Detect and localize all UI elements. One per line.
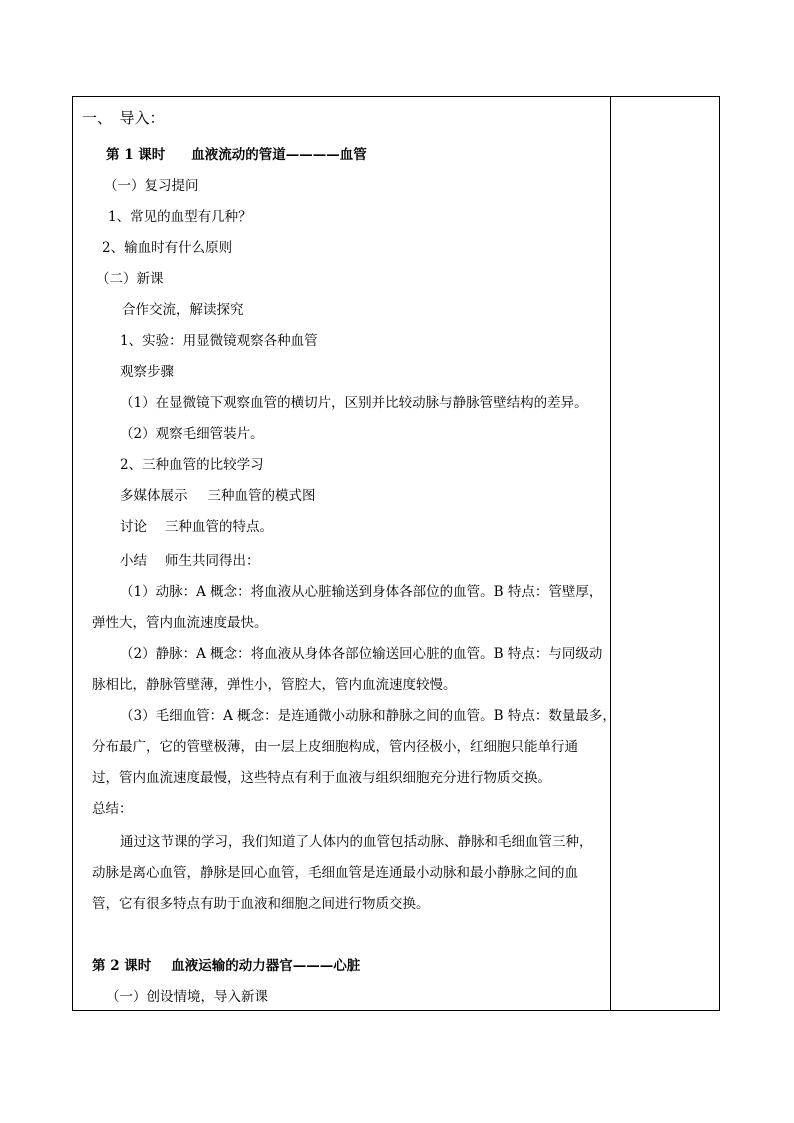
- conclusion-line-2: 动脉是离心血管，静脉是回心血管，毛细血管是连通最小动脉和最小静脉之间的血: [92, 865, 578, 881]
- multimedia-line: [120, 486, 316, 506]
- discussion-line: [120, 517, 273, 537]
- lesson-1-label: 第 1 课时: [106, 147, 166, 163]
- discussion-text: 三种血管的特点。: [165, 519, 273, 535]
- capillary-line-3: 过，管内血流速度最慢，这些特点有利于血液与组织细胞充分进行物质交换。: [92, 770, 551, 786]
- lesson-2-title: [92, 956, 360, 976]
- step-1: （1）在显微镜下观察血管的横切片，区别并比较动脉与静脉管壁结构的差异。: [120, 395, 588, 411]
- summary-text: 师生共同得出：: [165, 553, 260, 569]
- lesson-content-cell: [72, 96, 616, 1011]
- review-title: （一）复习提问: [104, 178, 199, 194]
- vein-line-1: （2）静脉：A 概念：将血液从身体各部位输送回心脏的血管。B 特点：与同级动: [120, 646, 603, 662]
- multimedia-label: 多媒体展示: [120, 488, 188, 504]
- observation-steps: 观察步骤: [120, 364, 174, 380]
- lesson-2-label: 第 2 课时: [92, 958, 152, 974]
- discussion-label: 讨论: [120, 519, 147, 535]
- cooperation-line: 合作交流，解读探究: [122, 302, 244, 318]
- capillary-line-1: （3）毛细血管：A 概念：是连通微小动脉和静脉之间的血管。B 特点：数量最多，: [120, 708, 616, 724]
- step-2: （2）观察毛细管装片。: [120, 426, 264, 442]
- new-lesson-title: （二）新课: [96, 271, 164, 287]
- conclusion-label: 总结：: [92, 801, 133, 817]
- multimedia-text: 三种血管的模式图: [207, 488, 316, 504]
- scene-setting-line: （一）创设情境，导入新课: [106, 989, 268, 1005]
- conclusion-line-1: 通过这节课的学习，我们知道了人体内的血管包括动脉、静脉和毛细血管三种，: [120, 834, 593, 850]
- vein-line-2: 脉相比，静脉管壁薄，弹性小，管腔大，管内血流速度较慢。: [92, 677, 457, 693]
- review-question-1: 1、常见的血型有几种？: [108, 209, 252, 225]
- summary-label: 小结: [120, 553, 147, 569]
- conclusion-line-3: 管，它有很多特点有助于血液和细胞之间进行物质交换。: [92, 896, 430, 912]
- section-heading: 一、 导入：: [82, 109, 165, 127]
- lesson-2-topic: 血液运输的动力器官———心脏: [171, 958, 361, 974]
- table-column-divider: [610, 96, 611, 1011]
- summary-intro-line: [120, 551, 260, 571]
- comparison-title: 2、三种血管的比较学习: [120, 457, 264, 473]
- lesson-1-topic: 血液流动的管道————血管: [191, 147, 367, 163]
- artery-line-1: （1）动脉：A 概念：将血液从心脏输送到身体各部位的血管。B 特点：管壁厚，: [120, 584, 603, 600]
- artery-line-2: 弹性大，管内血流速度最快。: [92, 615, 268, 631]
- experiment-1: 1、实验：用显微镜观察各种血管: [120, 333, 318, 349]
- capillary-line-2: 分布最广，它的管壁极薄，由一层上皮细胞构成，管内径极小，红细胞只能单行通: [92, 739, 578, 755]
- review-question-2: 2、输血时有什么原则: [102, 240, 233, 256]
- lesson-1-title: [106, 145, 367, 165]
